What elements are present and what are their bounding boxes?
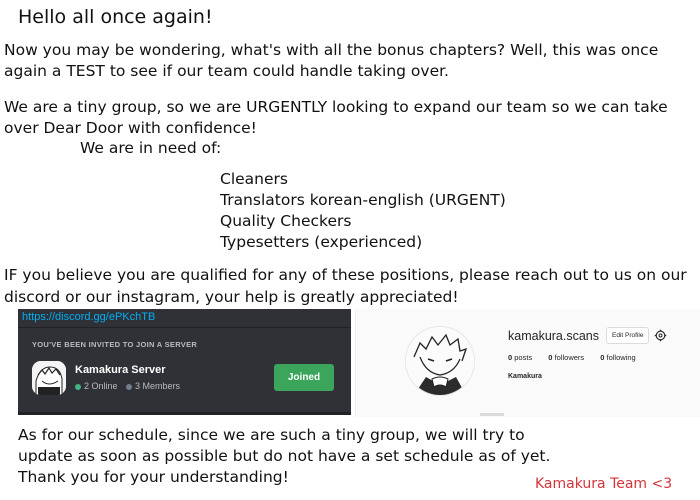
scrollbar[interactable] — [18, 412, 351, 415]
invite-heading: YOU'VE BEEN INVITED TO JOIN A SERVER — [32, 340, 198, 349]
divider — [480, 413, 504, 416]
profile-avatar[interactable] — [405, 326, 475, 396]
online-dot-icon — [75, 384, 81, 390]
roles-list — [220, 169, 506, 253]
divider — [18, 327, 351, 328]
server-stats — [75, 381, 180, 391]
schedule-paragraph: As for our schedule, since we are such a tiny group, we will try to update as soon as possible but do not have a set schedule as of yet. Thank you for your understanding! — [18, 426, 551, 486]
gear-icon[interactable] — [654, 329, 667, 342]
discord-invite-card — [18, 309, 351, 415]
role-item: Translators korean-english (URGENT) — [220, 191, 506, 209]
instagram-username: kamakura.scans — [508, 329, 600, 343]
role-item: Quality Checkers — [220, 212, 352, 230]
server-name: Kamakura Server — [75, 364, 166, 376]
members-dot-icon — [126, 384, 132, 390]
edit-profile-button[interactable]: Edit Profile — [606, 327, 649, 344]
team-signature: Kamakura Team <3 — [535, 476, 673, 492]
posts-stat[interactable]: 0 posts — [508, 353, 533, 362]
recruit-paragraph: We are a tiny group, so we are URGENTLY looking to expand our team so we can take over Dear Door with confidence! — [4, 98, 668, 137]
online-count: 2 Online — [84, 381, 118, 391]
members-count: 3 Members — [135, 381, 181, 391]
role-item: Typesetters (experienced) — [220, 233, 423, 251]
contact-paragraph: IF you believe you are qualified for any of these positions, please reach out to us on our discord or our instagram, your help is greatly appreciated! — [4, 266, 687, 306]
following-stat[interactable]: 0 following — [600, 353, 636, 362]
discord-invite-link[interactable]: https://discord.gg/ePKchTB — [22, 311, 156, 323]
profile-display-name: Kamakura — [508, 373, 542, 380]
joined-button[interactable]: Joined — [274, 364, 334, 391]
server-avatar-icon — [32, 361, 66, 395]
instagram-profile-card — [355, 309, 700, 417]
profile-stats — [508, 353, 650, 362]
intro-paragraph: Now you may be wondering, what's with all the bonus chapters? Well, this was once again a TEST to see if our team could handle taking over. — [4, 41, 659, 80]
need-heading: We are in need of: — [80, 139, 222, 157]
greeting-heading: Hello all once again! — [18, 6, 213, 28]
role-item: Cleaners — [220, 170, 288, 188]
followers-stat[interactable]: 0 followers — [548, 353, 585, 362]
